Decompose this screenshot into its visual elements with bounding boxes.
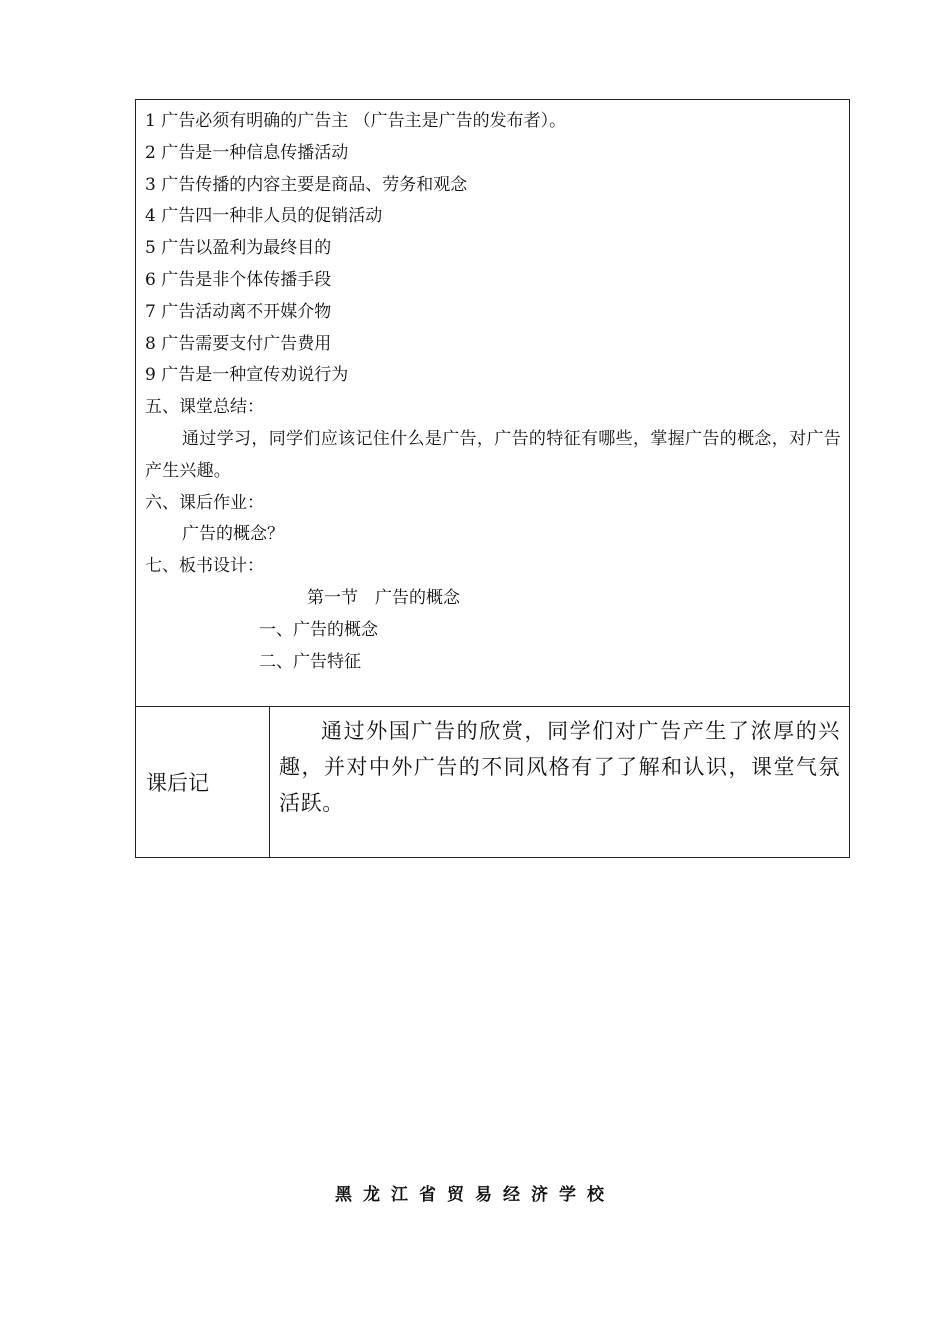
content-body xyxy=(136,100,849,678)
summary-heading: 五、课堂总结： xyxy=(145,397,264,418)
afterword-row xyxy=(136,707,850,858)
feature-point-1: 1 广告必须有明确的广告主 （广告主是广告的发布者）。 xyxy=(145,111,567,131)
feature-point-4: 4 广告四一种非人员的促销活动 xyxy=(145,206,383,227)
afterword-text: 通过外国广告的欣赏，同学们对广告产生了浓厚的兴趣，并对中外广告的不同风格有了了解和认识，课堂气氛活跃。 xyxy=(270,707,850,858)
summary-text: 通过学习，同学们应该记住什么是广告，广告的特征有哪些，掌握广告的概念，对广告产生兴趣。 xyxy=(145,428,842,481)
feature-point-9: 9 广告是一种宣传劝说行为 xyxy=(145,365,349,386)
board-item-2: 二、广告特征 xyxy=(259,651,361,672)
board-title: 第一节 广告的概念 xyxy=(307,587,460,608)
feature-point-6: 6 广告是非个体传播手段 xyxy=(145,269,332,290)
afterword-label: 课后记 xyxy=(136,707,270,858)
feature-point-8: 8 广告需要支付广告费用 xyxy=(145,333,332,354)
feature-point-2: 2 广告是一种信息传播活动 xyxy=(145,142,349,163)
feature-point-7: 7 广告活动离不开媒介物 xyxy=(145,301,332,322)
homework-heading: 六、课后作业： xyxy=(145,492,264,513)
feature-point-5: 5 广告以盈利为最终目的 xyxy=(145,238,332,259)
content-row xyxy=(136,100,850,707)
lesson-plan-table xyxy=(135,99,850,858)
board-item-1: 一、广告的概念 xyxy=(259,619,378,640)
board-heading: 七、板书设计： xyxy=(145,556,264,577)
feature-point-3: 3 广告传播的内容主要是商品、劳务和观念 xyxy=(145,174,468,195)
school-name: 黑龙江省贸易经济学校 xyxy=(335,1185,615,1205)
homework-text: 广告的概念？ xyxy=(182,524,284,545)
content-cell xyxy=(136,100,850,707)
